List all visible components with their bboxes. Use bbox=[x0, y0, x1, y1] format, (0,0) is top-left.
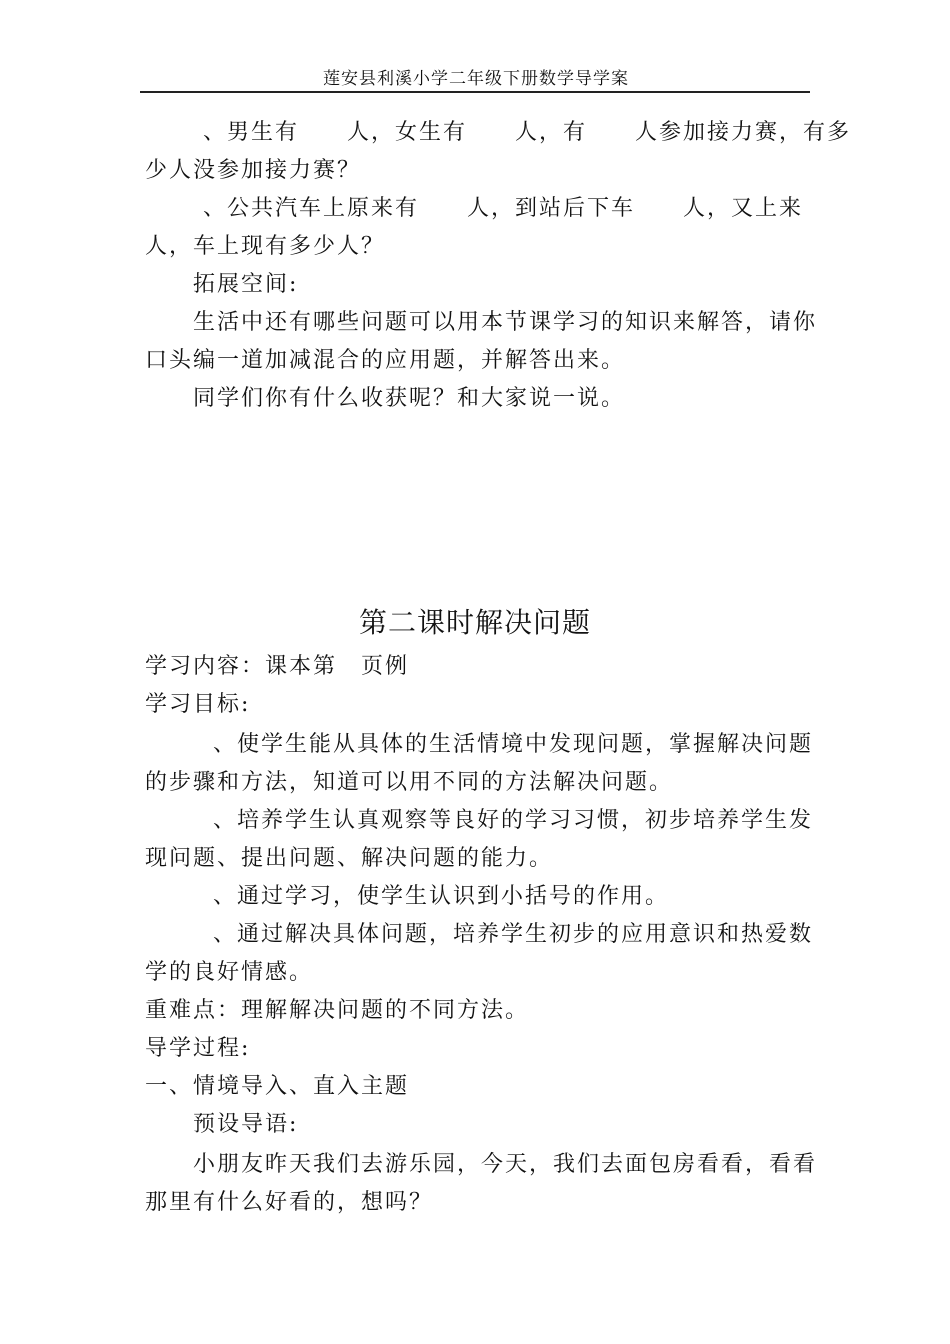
key-points: 重难点：理解解决问题的不同方法。 bbox=[145, 998, 530, 1023]
process-label: 导学过程: bbox=[145, 1036, 251, 1061]
intro-line-2: 那里有什么好看的，想吗？ bbox=[145, 1190, 434, 1215]
goal-2-line-2: 现问题、提出问题、解决问题的能力。 bbox=[145, 846, 554, 871]
question-1-line-2: 少人没参加接力赛？ bbox=[145, 158, 362, 183]
page-header-title: 莲安县利溪小学二年级下册数学导学案 bbox=[323, 69, 629, 89]
question-2-line-2: 人，车上现有多少人？ bbox=[145, 234, 386, 259]
learning-goals-label: 学习目标: bbox=[145, 692, 251, 717]
intro-line-1: 小朋友昨天我们去游乐园，今天，我们去面包房看看，看看 bbox=[193, 1152, 818, 1177]
step-1-heading: 一、情境导入、直入主题 bbox=[145, 1074, 410, 1099]
header-divider bbox=[140, 91, 810, 93]
lesson-title: 第二课时解决问题 bbox=[358, 606, 591, 639]
goal-4-line-2: 学的良好情感。 bbox=[145, 960, 314, 985]
goal-4-line-1: 、通过解决具体问题，培养学生初步的应用意识和热爱数 bbox=[213, 922, 814, 947]
harvest-prompt: 同学们你有什么收获呢？和大家说一说。 bbox=[193, 386, 626, 411]
preset-intro-label: 预设导语: bbox=[193, 1112, 299, 1137]
question-1-line-1: 、男生有 人，女生有 人，有 人参加接力赛，有多 bbox=[203, 120, 852, 145]
extension-line-2: 口头编一道加减混合的应用题，并解答出来。 bbox=[145, 348, 626, 373]
extension-line-1: 生活中还有哪些问题可以用本节课学习的知识来解答，请你 bbox=[193, 310, 818, 335]
goal-1-line-1: 、使学生能从具体的生活情境中发现问题，掌握解决问题 bbox=[213, 732, 814, 757]
goal-3: 、通过学习，使学生认识到小括号的作用。 bbox=[213, 884, 670, 909]
extension-label: 拓展空间: bbox=[193, 272, 299, 297]
learning-content: 学习内容：课本第 页例 bbox=[145, 654, 410, 679]
goal-2-line-1: 、培养学生认真观察等良好的学习习惯，初步培养学生发 bbox=[213, 808, 814, 833]
goal-1-line-2: 的步骤和方法，知道可以用不同的方法解决问题。 bbox=[145, 770, 674, 795]
question-2-line-1: 、公共汽车上原来有 人，到站后下车 人，又上来 bbox=[203, 196, 804, 221]
